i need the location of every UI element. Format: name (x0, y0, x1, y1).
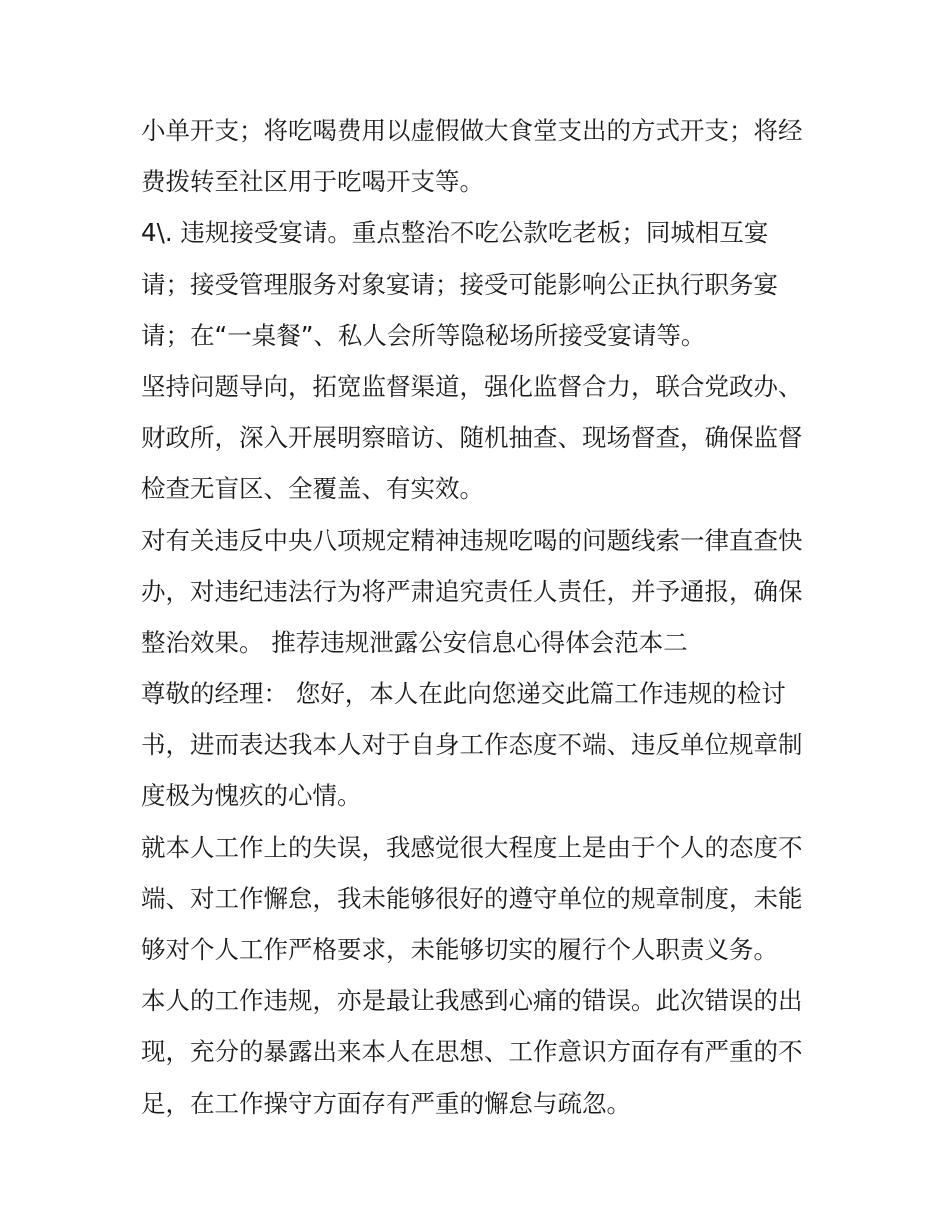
text-line: 办，对违纪违法行为将严肃追究责任人责任，并予通报，确保 (141, 576, 803, 606)
text-line: 4\. 违规接受宴请。重点整治不吃公款吃老板；同城相互宴 (141, 218, 769, 248)
text-line: 财政所，深入开展明察暗访、随机抽查、现场督查，确保监督 (141, 423, 803, 453)
text-line: 够对个人工作严格要求，未能够切实的履行个人职责义务。 (141, 935, 778, 964)
paragraph-7 (141, 975, 821, 1129)
text-line: 请；接受管理服务对象宴请；接受可能影响公正执行职务宴 (141, 269, 778, 299)
paragraph-2 (141, 207, 821, 361)
text-line: 请；在“一桌餐”、私人会所等隐秘场所接受宴请等。 (141, 320, 706, 350)
text-line: 书，进而表达我本人对于自身工作态度不端、违反单位规章制 (141, 730, 803, 760)
text-line: 尊敬的经理： 您好，本人在此向您递交此篇工作违规的检讨 (141, 679, 786, 709)
paragraph-4 (141, 515, 821, 669)
paragraph-1 (141, 105, 821, 207)
paragraph-3 (141, 361, 821, 515)
text-line: 检查无盲区、全覆盖、有实效。 (141, 474, 484, 504)
paragraph-6 (141, 822, 821, 976)
text-line: 本人的工作违规，亦是最让我感到心痛的错误。此次错误的出 (141, 986, 803, 1016)
text-line: 坚持问题导向，拓宽监督渠道，强化监督合力，联合党政办、 (141, 371, 803, 401)
text-line: 小单开支；将吃喝费用以虚假做大食堂支出的方式开支；将经 (141, 116, 803, 145)
text-line: 费拨转至社区用于吃喝开支等。 (141, 167, 484, 197)
text-line: 整治效果。 推荐违规泄露公安信息心得体会范本二 (141, 627, 688, 657)
document-body (141, 105, 821, 1129)
text-line: 现，充分的暴露出来本人在思想、工作意识方面存有严重的不 (141, 1037, 803, 1067)
text-line: 对有关违反中央八项规定精神违规吃喝的问题线索一律直查快 (141, 525, 803, 555)
text-line: 就本人工作上的失误，我感觉很大程度上是由于个人的态度不 (141, 832, 803, 862)
text-line: 足，在工作操守方面存有严重的懈怠与疏忽。 (141, 1088, 631, 1118)
paragraph-5 (141, 668, 821, 822)
text-line: 度极为愧疚的心情。 (141, 781, 362, 811)
text-line: 端、对工作懈怠，我未能够很好的遵守单位的规章制度，未能 (141, 883, 803, 913)
